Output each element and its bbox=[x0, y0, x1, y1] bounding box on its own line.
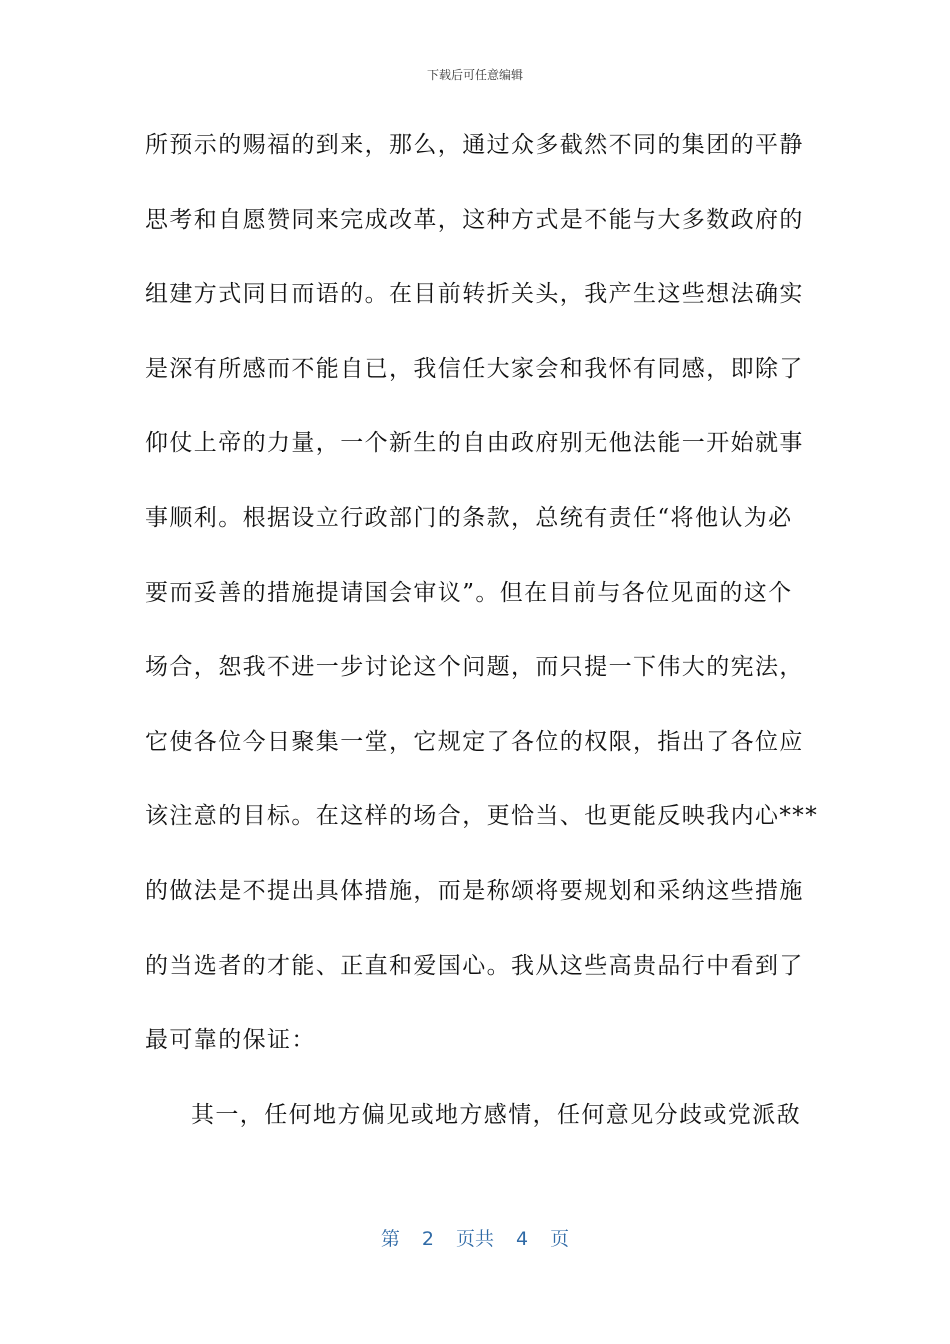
footer-suffix: 页 bbox=[550, 1228, 570, 1250]
text-line: 最可靠的保证： bbox=[145, 1027, 316, 1054]
footer-page-number: 2 bbox=[421, 1228, 434, 1250]
text-line: 所预示的赐福的到来，那么，通过众多截然不同的集团的平静 bbox=[145, 132, 804, 158]
text-line-paragraph-start: 其一，任何地方偏见或地方感情，任何意见分歧或党派敌 bbox=[191, 1101, 801, 1128]
text-line: 事顺利。根据设立行政部门的条款，总统有责任“将他认为必 bbox=[145, 504, 793, 531]
text-line: 该注意的目标。在这样的场合，更恰当、也更能反映我内心*** bbox=[145, 803, 819, 830]
page-header-note: 下载后可任意编辑 bbox=[426, 68, 523, 82]
page-footer bbox=[0, 1224, 950, 1251]
text-line: 的做法是不提出具体措施，而是称颂将要规划和采纳这些措施 bbox=[145, 877, 804, 904]
text-line: 场合，恕我不进一步讨论这个问题，而只提一下伟大的宪法， bbox=[145, 654, 804, 681]
document-body bbox=[145, 122, 819, 1166]
text-line: 的当选者的才能、正直和爱国心。我从这些高贵品行中看到了 bbox=[145, 952, 804, 979]
footer-middle: 页共 bbox=[455, 1228, 494, 1250]
footer-total-pages: 4 bbox=[516, 1228, 529, 1250]
text-line: 是深有所感而不能自已，我信任大家会和我怀有同感，即除了 bbox=[145, 355, 804, 382]
text-line: 思考和自愿赞同来完成改革，这种方式是不能与大多数政府的 bbox=[145, 206, 804, 233]
footer-prefix: 第 bbox=[380, 1228, 400, 1250]
text-line: 仰仗上帝的力量，一个新生的自由政府别无他法能一开始就事 bbox=[145, 430, 804, 457]
text-line: 组建方式同日而语的。在目前转折关头，我产生这些想法确实 bbox=[145, 281, 804, 308]
text-line: 要而妥善的措施提请国会审议”。但在目前与各位见面的这个 bbox=[145, 579, 793, 606]
text-line: 它使各位今日聚集一堂，它规定了各位的权限，指出了各位应 bbox=[145, 728, 804, 755]
